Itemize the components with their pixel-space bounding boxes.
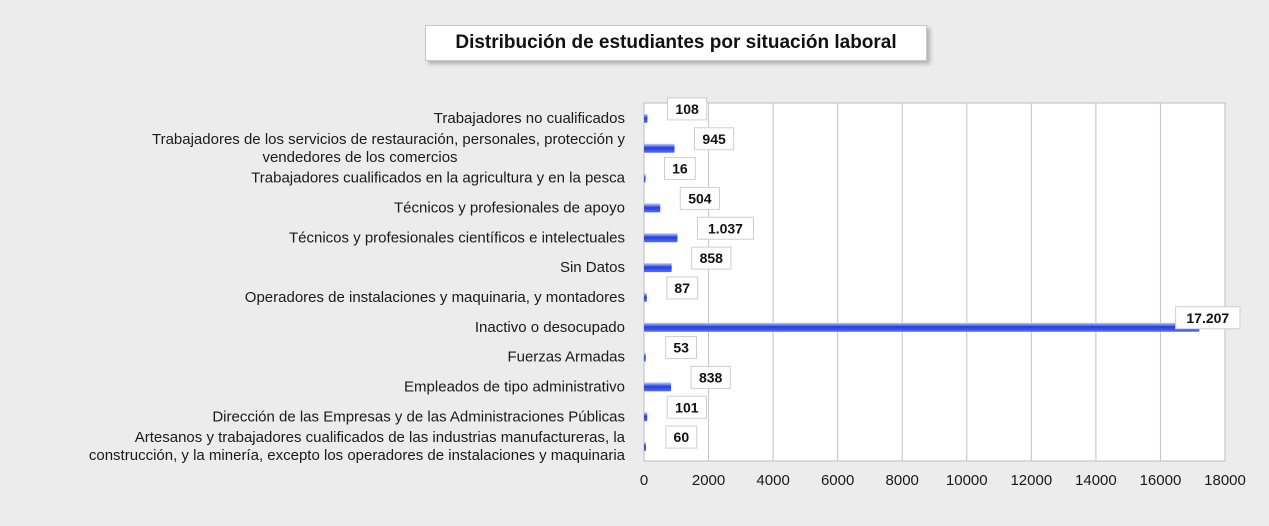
- category-label: Técnicos y profesionales de apoyo: [394, 199, 625, 217]
- category-label: Técnicos y profesionales científicos e intelectuales: [288, 229, 625, 247]
- category-label: Sin Datos: [559, 259, 625, 277]
- data-label: 60: [673, 429, 690, 446]
- data-label: 504: [688, 190, 712, 207]
- bar: [644, 293, 647, 302]
- data-label: 16: [672, 160, 688, 177]
- chart-title: Distribución de estudiantes por situación laboral: [425, 25, 927, 61]
- data-label: 87: [674, 279, 690, 296]
- bar: [644, 382, 671, 391]
- plot-area: [644, 100, 1225, 461]
- data-label: 101: [675, 399, 699, 416]
- bar: [644, 233, 677, 242]
- data-label: 53: [673, 339, 689, 356]
- category-label: Operadores de instalaciones y maquinaria, y montadores: [244, 288, 625, 306]
- category-label: Empleados de tipo administrativo: [404, 378, 625, 396]
- data-label: 108: [675, 100, 699, 117]
- bar: [644, 203, 660, 212]
- bar: [644, 323, 1199, 332]
- bar: [644, 144, 675, 153]
- bar: [644, 114, 647, 123]
- x-tick-label: 16000: [1139, 472, 1182, 489]
- data-label: 1.037: [707, 220, 743, 237]
- data-label: 945: [702, 130, 726, 147]
- x-tick-label: 12000: [1010, 472, 1053, 489]
- category-label: Fuerzas Armadas: [507, 348, 625, 366]
- x-tick-label: 18000: [1204, 472, 1246, 489]
- x-tick-label: 14000: [1075, 472, 1117, 489]
- bar: [644, 353, 646, 362]
- category-label: Trabajadores de los servicios de restauración, personales, protección y: [151, 130, 625, 148]
- category-label: Dirección de las Empresas y de las Administraciones Públicas: [212, 408, 625, 426]
- data-label: 838: [698, 369, 723, 386]
- data-label: 858: [699, 250, 723, 267]
- x-tick-label: 4000: [756, 472, 790, 489]
- category-label: Trabajadores no cualificados: [433, 109, 625, 127]
- x-tick-label: 10000: [945, 472, 988, 489]
- x-tick-label: 6000: [820, 472, 855, 489]
- bar: [644, 442, 646, 451]
- bar: [644, 412, 647, 421]
- category-label: Trabajadores cualificados en la agricultura y en la pesca: [251, 169, 625, 187]
- x-tick-label: 0: [639, 472, 649, 489]
- x-tick-label: 8000: [885, 472, 919, 489]
- x-tick-label: 2000: [691, 472, 726, 489]
- bar: [644, 263, 672, 272]
- data-label: 17.207: [1186, 309, 1230, 326]
- category-label: Artesanos y trabajadores cualificados de las industrias manufactureras, la: [134, 429, 625, 447]
- category-label: vendedores de los comercios: [262, 148, 458, 166]
- bar: [644, 174, 646, 183]
- category-label: construcción, y la minería, excepto los operadores de instalaciones y maquinaria: [88, 447, 625, 465]
- category-label: Inactivo o desocupado: [474, 318, 625, 336]
